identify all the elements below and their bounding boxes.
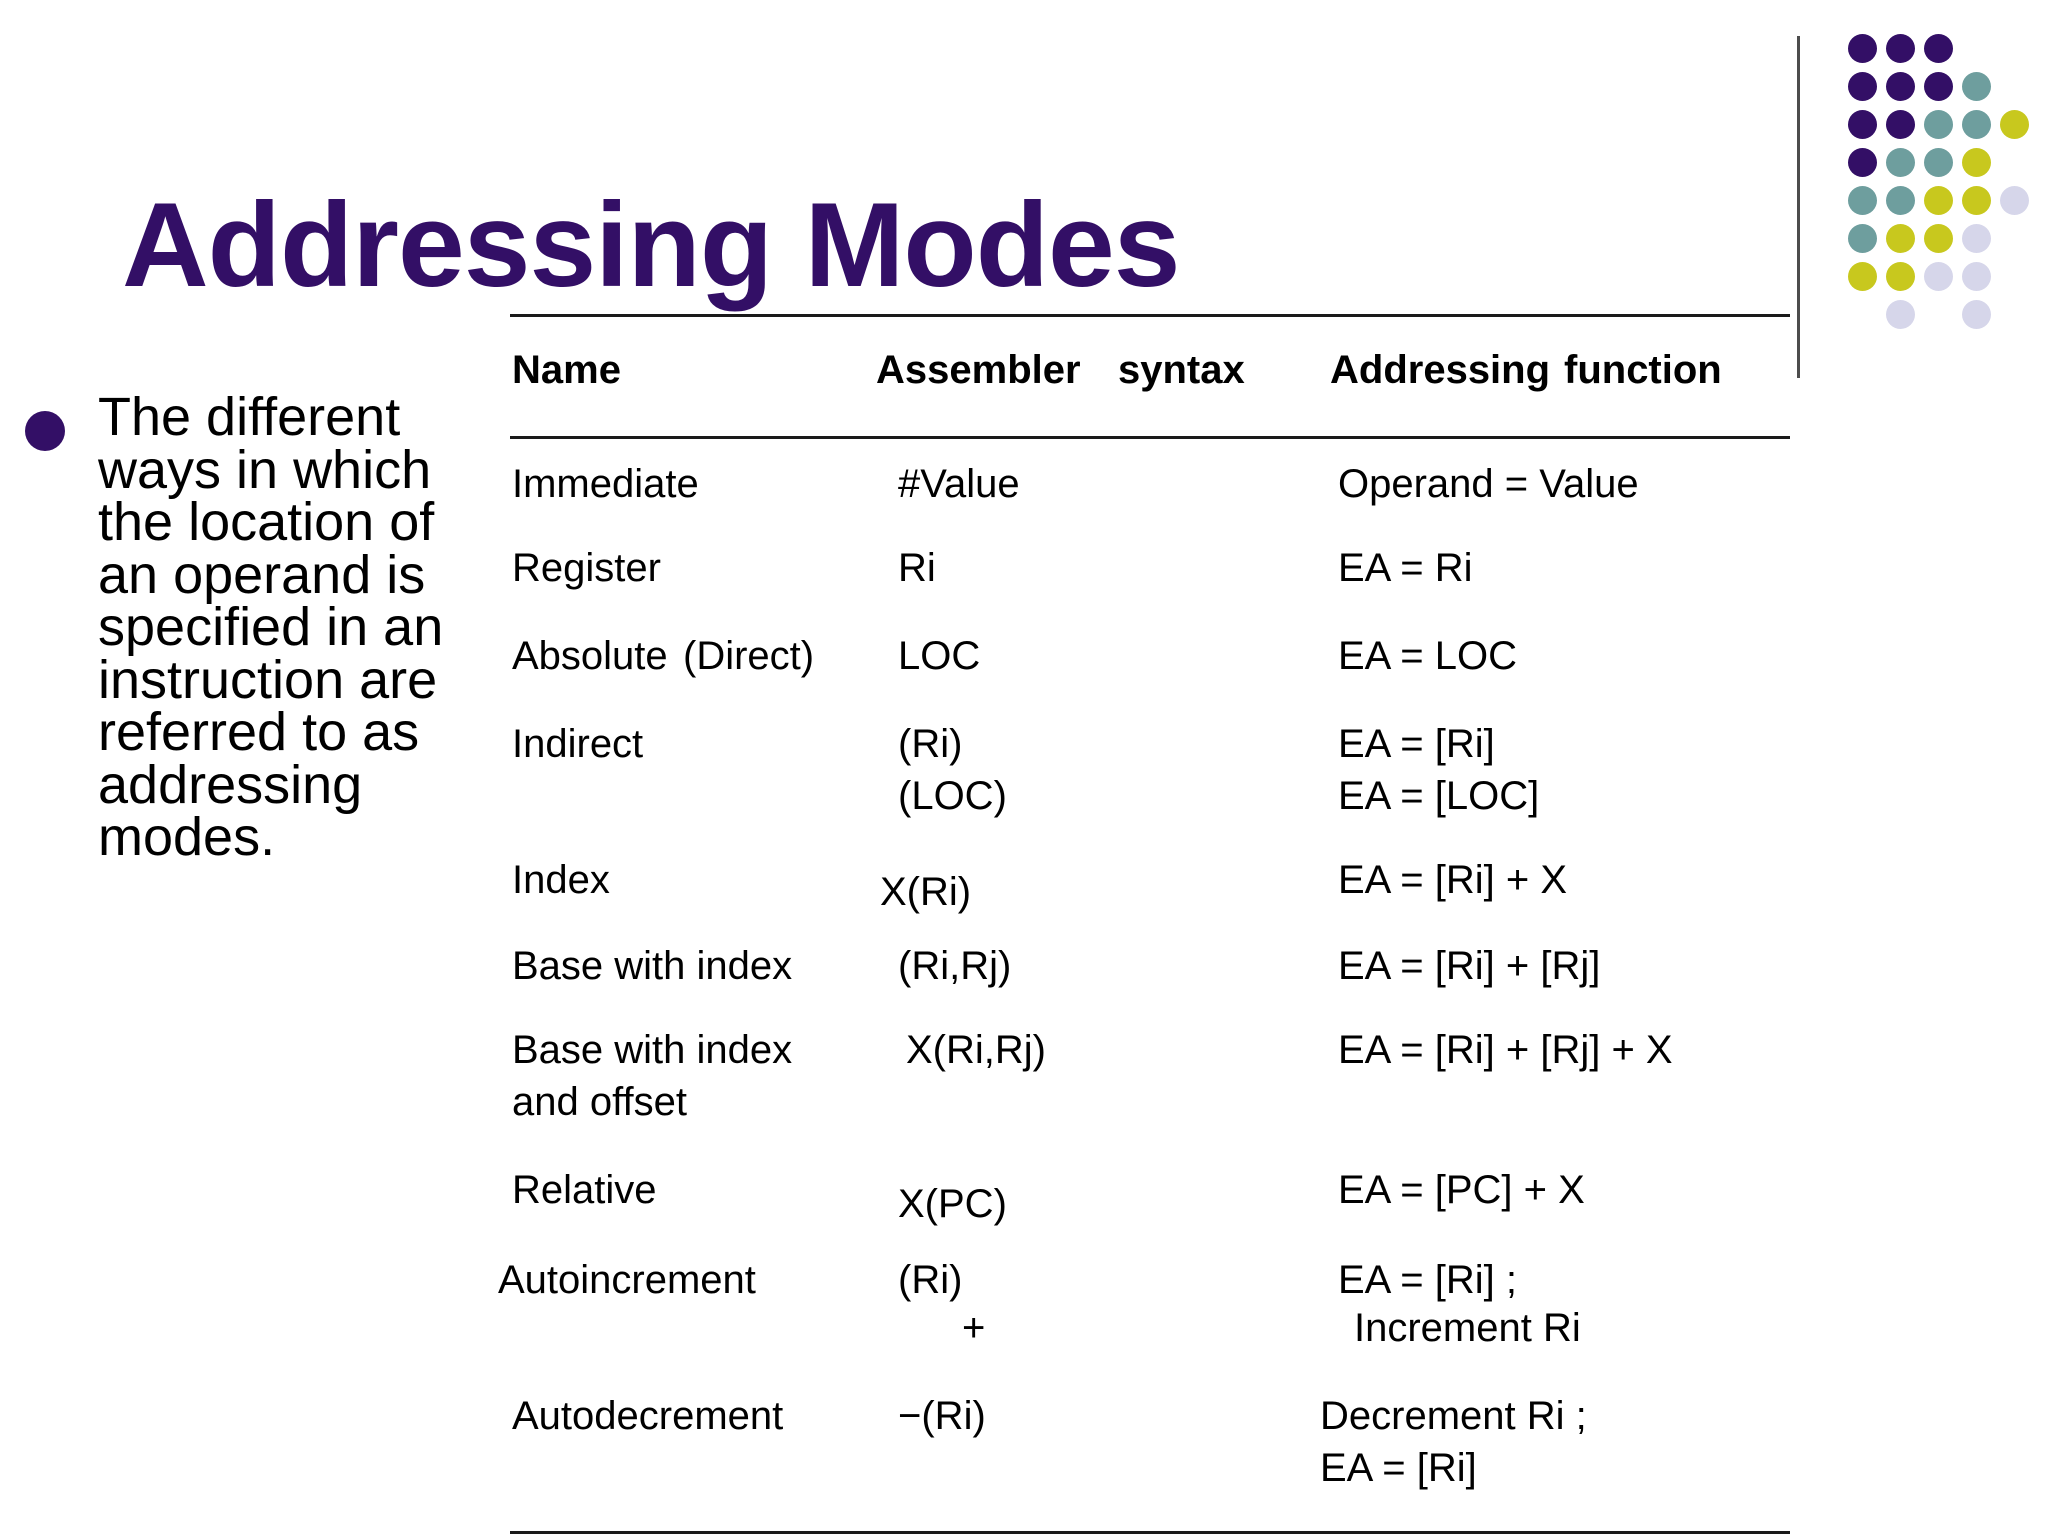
table-cell-syntax: #Value: [898, 462, 1020, 506]
table-cell-syntax: LOC: [898, 634, 981, 678]
table-cell-name: Indirect: [512, 722, 644, 766]
table-top-rule: [510, 314, 1790, 317]
table-cell-syntax: X(PC): [898, 1182, 1007, 1226]
decorative-dot: [1962, 110, 1991, 139]
header-name: Name: [512, 348, 621, 392]
decorative-dot: [1962, 148, 1991, 177]
table-cell-name: Immediate: [512, 462, 699, 506]
table-cell-function: EA = [Ri] ;: [1338, 1258, 1517, 1302]
decorative-dot: [1848, 148, 1877, 177]
table-cell-function: EA = [Ri]: [1320, 1446, 1477, 1490]
table-cell-syntax: (LOC): [898, 774, 1007, 818]
table-cell-syntax: (Ri,Rj): [898, 944, 1012, 988]
header-syntax: syntax: [1118, 348, 1245, 392]
table-cell-function: Operand = Value: [1338, 462, 1639, 506]
table-cell-name: Register: [512, 546, 661, 590]
table-cell-syntax: X(Ri): [880, 870, 972, 914]
table-cell-name: Autoincrement: [498, 1258, 756, 1302]
table-cell-name: Base with index: [512, 944, 793, 988]
decorative-dot: [1886, 72, 1915, 101]
decorative-dot: [1848, 110, 1877, 139]
decorative-dot: [1924, 148, 1953, 177]
decorative-dot: [1924, 72, 1953, 101]
table-cell-syntax: +: [962, 1306, 986, 1350]
table-bottom-rule: [510, 1531, 1790, 1534]
decorative-dot: [1886, 110, 1915, 139]
decorative-dot: [1886, 186, 1915, 215]
decorative-dot: [2000, 186, 2029, 215]
decorative-dot: [1962, 300, 1991, 329]
decorative-dot: [1962, 186, 1991, 215]
table-cell-syntax: (Ri): [898, 1258, 963, 1302]
header-assembler: Assembler: [876, 348, 1081, 392]
table-cell-function: EA = [Ri] + [Rj] + X: [1338, 1028, 1673, 1072]
decorative-dot: [1848, 72, 1877, 101]
decorative-dot: [1848, 224, 1877, 253]
decorative-dot: [1848, 262, 1877, 291]
decorative-dot: [1886, 224, 1915, 253]
table-cell-function: EA = [Ri] + X: [1338, 858, 1568, 902]
header-function: function: [1564, 348, 1722, 392]
decorative-dot: [1886, 34, 1915, 63]
table-cell-name: Relative: [512, 1168, 657, 1212]
bullet-icon: [25, 411, 65, 451]
table-cell-name: Base with index and offset: [512, 1028, 793, 1124]
decorative-dot: [1962, 224, 1991, 253]
decorative-dot: [1886, 300, 1915, 329]
decorative-dot: [1924, 262, 1953, 291]
decorative-dot: [1924, 186, 1953, 215]
slide-title: Addressing Modes: [122, 178, 1180, 312]
decorative-dot: [1924, 110, 1953, 139]
decorative-dot: [1886, 262, 1915, 291]
table-cell-syntax: (Ri): [898, 722, 963, 766]
table-cell-function: EA = LOC: [1338, 634, 1517, 678]
table-cell-note: (Direct): [683, 634, 815, 678]
decorative-dot: [1924, 224, 1953, 253]
decorative-dot: [1962, 72, 1991, 101]
table-cell-function: EA = [LOC]: [1338, 774, 1540, 818]
table-cell-function: Increment Ri: [1354, 1306, 1581, 1350]
decorative-dot: [1924, 34, 1953, 63]
table-cell-function: EA = Ri: [1338, 546, 1473, 590]
table-cell-syntax: −(Ri): [898, 1394, 986, 1438]
table-header-rule: [510, 436, 1790, 439]
table-cell-function: EA = [Ri]: [1338, 722, 1495, 766]
table-cell-name: Autodecrement: [512, 1394, 784, 1438]
decorative-dot: [1848, 186, 1877, 215]
table-cell-name: Absolute: [512, 634, 668, 678]
decorative-dot: [1962, 262, 1991, 291]
table-cell-function: Decrement Ri ;: [1320, 1394, 1587, 1438]
decorative-dot: [1848, 34, 1877, 63]
header-addressing: Addressing: [1330, 348, 1551, 392]
decorative-dot: [1886, 148, 1915, 177]
table-cell-function: EA = [PC] + X: [1338, 1168, 1585, 1212]
table-cell-name: Index: [512, 858, 610, 902]
bullet-text: The different ways in which the location of an operand is specified in an instruction are referred to as addressing modes.: [98, 387, 444, 867]
vertical-rule: [1797, 36, 1800, 378]
decorative-dot: [2000, 110, 2029, 139]
table-cell-syntax: X(Ri,Rj): [906, 1028, 1046, 1072]
table-cell-syntax: Ri: [898, 546, 936, 590]
table-cell-function: EA = [Ri] + [Rj]: [1338, 944, 1601, 988]
